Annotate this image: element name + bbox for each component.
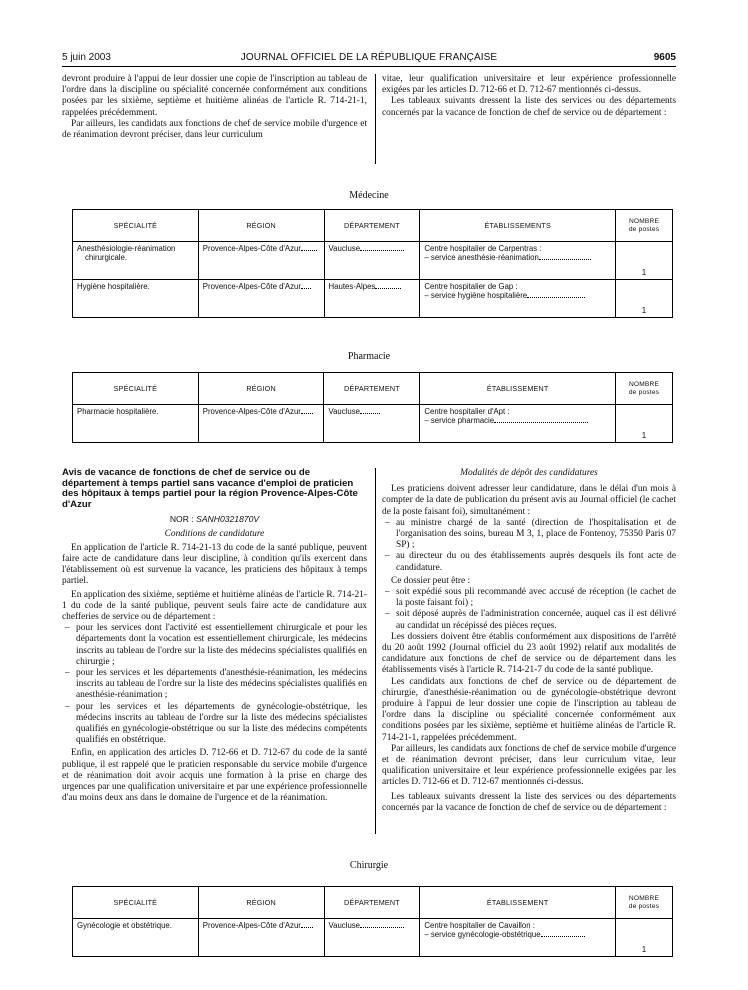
service-text: – service hygiène hospitalière — [424, 291, 528, 300]
paragraph: Les tableaux suivants dressent la liste des services ou des départements concernés par la vacance de fonction de chef de service ou de département : — [382, 96, 676, 118]
paragraph: Les dossiers doivent être établis conformément aux dispositions de l'arrêté du 20 août 1992 (Journal officiel du 23 août 1992) relatif aux modalités de candidature aux fonctions de chef de service ou de département dans les établissements visés à l'article R. 714-21-7 du code de la santé publique. — [382, 631, 676, 676]
table-header-row — [73, 887, 673, 919]
cell-region — [198, 280, 324, 318]
table-chirurgie — [72, 886, 673, 957]
table-row — [73, 405, 673, 443]
cell-nombre: 1 — [616, 405, 673, 443]
cell-specialite — [73, 242, 199, 280]
region-text: Provence-Alpes-Côte d'Azur — [202, 282, 301, 291]
etablissement-text: Centre hospitalier de Cavaillon : — [424, 921, 535, 930]
paragraph: Par ailleurs, les candidats aux fonctions de chef de service mobile d'urgence et de réanimation devront préciser, dans leur curriculum vitae, leur qualification universitaire et leur expérience professionnelle exigées par les articles D. 712-66 et D. 712-67 mentionnés ci-dessus. — [382, 743, 676, 788]
service-text: – service gynécologie-obstétrique — [424, 930, 541, 939]
list-item: – pour les services dont l'activité est essentiellement chirurgicale et pour les départements dont la vocation est essentiellement chirurgicale, les médecins inscrits au tableau de l'ordre sur la liste des médecins spécialistes qualifiés en chirurgie ; — [62, 623, 367, 668]
cell-region — [198, 919, 324, 957]
etablissement-text: Centre hospitalier d'Apt : — [424, 407, 510, 416]
cell-nombre: 1 — [616, 919, 673, 957]
column-divider — [375, 468, 376, 834]
col-header-departement: DÉPARTEMENT — [324, 373, 420, 405]
cell-departement — [324, 919, 420, 957]
departement-text: Hautes-Alpes — [328, 282, 376, 291]
cell-etablissement — [420, 919, 616, 957]
journal-title: JOURNAL OFFICIEL DE LA RÉPUBLIQUE FRANÇAISE — [240, 52, 498, 63]
table-pharmacie — [72, 372, 673, 443]
col-header-etablissement: ÉTABLISSEMENT — [420, 373, 616, 405]
service-text: – service pharmacie — [424, 416, 495, 425]
list-item: – au directeur du ou des établissements auprès desquels ils font acte de candidature. — [382, 551, 676, 573]
table-row — [73, 280, 673, 318]
avis-column — [62, 468, 367, 804]
cell-region — [198, 405, 324, 443]
list-item: – pour les services et les départements d'anesthésie-réanimation, les médecins inscrits au tableau de l'ordre sur la liste des médecins spécialistes qualifiés en anesthésie-réanimation ; — [62, 668, 367, 702]
paragraph: devront produire à l'appui de leur dossier une copie de l'inscription au tableau de l'ordre dans la discipline ou spécialité concernée conformément aux conditions posées par les sixième, septième et huitième alinéas de l'article R. 714-21-1, rappelées précédemment. — [62, 74, 367, 118]
top-right-column — [382, 74, 676, 119]
region-text: Provence-Alpes-Côte d'Azur — [202, 244, 301, 253]
cell-nombre: 1 — [616, 280, 673, 318]
service-text: – service anesthésie-réanimation — [424, 253, 539, 262]
departement-text: Vaucluse — [328, 244, 361, 253]
departement-text: Vaucluse — [328, 407, 360, 416]
subtitle: Conditions de candidature — [164, 528, 265, 539]
cell-specialite: Pharmacie hospitalière. — [73, 405, 199, 443]
col-header-departement: DÉPARTEMENT — [324, 210, 420, 242]
cell-etablissement — [420, 280, 616, 318]
top-left-column — [62, 74, 367, 141]
specialite-text: chirurgicale. — [85, 253, 128, 262]
list-item: – soit déposé auprès de l'administration concernée, auquel cas il est délivré au candidat un récépissé des pièces reçues. — [382, 609, 676, 631]
cell-specialite: Hygiène hospitalière. — [73, 280, 199, 318]
table-row — [73, 242, 673, 280]
column-divider — [375, 74, 376, 164]
avis-heading: Avis de vacance de fonctions de chef de service ou de département à temps partiel sans vacance d'emploi de praticien des hôpitaux à temps partiel pour la région Provence-Alpes-Côte d'Azur — [62, 467, 358, 510]
postes-label: de postes — [628, 225, 660, 233]
cell-etablissement — [420, 405, 616, 443]
etablissement-text: Centre hospitalier de Gap : — [424, 282, 518, 291]
col-header-nombre — [616, 373, 673, 405]
cell-nombre: 1 — [616, 242, 673, 280]
table-header-row — [73, 210, 673, 242]
paragraph: Enfin, en application des articles D. 712-66 et D. 712-67 du code de la santé publique, il est rappelé que le praticien responsable du service mobile d'urgence et de réanimation doit avoir acquis une formation à la prise en charge des urgences par une qualification universitaire et par une expérience professionnelle d'au moins deux ans dans le domaine de l'urgence et de la réanimation. — [62, 748, 367, 804]
cell-region — [198, 242, 324, 280]
col-header-region: RÉGION — [198, 210, 324, 242]
bullet-list — [62, 623, 367, 746]
bullet-list — [382, 518, 676, 574]
departement-text: Vaucluse — [328, 921, 361, 930]
paragraph: En application des sixième, septième et huitième alinéas de l'article R. 714-21-1 du code de la santé publique, peuvent seuls faire acte de candidature aux chefferies de service ou de département : — [62, 589, 367, 622]
nombre-label: NOMBRE — [628, 895, 660, 903]
cell-etablissement — [420, 242, 616, 280]
col-header-region: RÉGION — [198, 373, 324, 405]
page-number: 9605 — [653, 52, 676, 63]
col-header-specialite: SPÉCIALITÉ — [73, 210, 199, 242]
col-header-etablissements: ÉTABLISSEMENTS — [420, 210, 616, 242]
bullet-list — [382, 587, 676, 632]
paragraph: Par ailleurs, les candidats aux fonctions de chef de service mobile d'urgence et de réanimation devront préciser, dans leur curriculum — [62, 118, 367, 141]
section-title-pharmacie: Pharmacie — [347, 351, 391, 362]
nor-label: NOR : — [169, 514, 194, 525]
nombre-label: NOMBRE — [628, 381, 660, 389]
list-item: – pour les services et les départements de gynécologie-obstétrique, les médecins inscrits au tableau de l'ordre sur la liste des médecins spécialistes qualifiés en gynécologie-obstétrique ou sur la liste des médecins compétents qualifiés en obstétrique. — [62, 702, 367, 747]
col-header-specialite: SPÉCIALITÉ — [73, 887, 199, 919]
paragraph: En application de l'article R. 714-21-13 du code de la santé publique, peuvent faire acte de candidature dans leur discipline, à condition qu'ils exercent dans l'établissement où est survenue la vacance, les praticiens des hôpitaux à temps partiel. — [62, 542, 367, 587]
region-text: Provence-Alpes-Côte d'Azur — [202, 407, 301, 416]
header-date: 5 juin 2003 — [62, 52, 111, 63]
table-row — [73, 919, 673, 957]
postes-label: de postes — [628, 902, 660, 910]
nor-reference — [62, 514, 367, 525]
paragraph: Les candidats aux fonctions de chef de service ou de département de chirurgie, d'anesthésie-réanimation ou de gynécologie-obstétrique devront produire à l'appui de leur dossier une copie de l'inscription au tableau de l'ordre dans la discipline ou spécialité concernée conformément aux conditions posées par les sixième, septième et huitième alinéas de l'article R. 714-21-1, rappelées précédemment. — [382, 676, 676, 743]
cell-specialite: Gynécologie et obstétrique. — [73, 919, 199, 957]
paragraph: Les tableaux suivants dressent la liste des services ou des départements concernés par la vacance de fonction de chef de service ou de département : — [382, 791, 676, 813]
cell-departement — [324, 405, 420, 443]
header-rule — [62, 66, 676, 67]
table-medecine — [72, 209, 673, 318]
col-header-etablissement: ÉTABLISSEMENT — [420, 887, 616, 919]
table-header-row — [73, 373, 673, 405]
col-header-region: RÉGION — [198, 887, 324, 919]
list-item: – au ministre chargé de la santé (direction de l'hospitalisation et de l'organisation des soins, bureau M 3, 1, place de Fontenoy, 75350 Paris 07 SP) ; — [382, 518, 676, 552]
paragraph: Ce dossier peut être : — [391, 575, 471, 586]
paragraph: vitae, leur qualification universitaire et leur expérience professionnelle exigées par les articles D. 712-66 et D. 712-67 mentionnés ci-dessus. — [382, 74, 676, 96]
cell-departement — [324, 280, 420, 318]
region-text: Provence-Alpes-Côte d'Azur — [202, 921, 301, 930]
col-header-specialite: SPÉCIALITÉ — [73, 373, 199, 405]
cell-departement — [324, 242, 420, 280]
col-header-nombre — [616, 887, 673, 919]
etablissement-text: Centre hospitalier de Carpentras : — [424, 244, 542, 253]
col-header-nombre — [616, 210, 673, 242]
list-item: – soit expédié sous pli recommandé avec accusé de réception (le cachet de la poste faisant foi) ; — [382, 587, 676, 609]
modalites-column — [382, 468, 676, 814]
section-title-medecine: Médecine — [349, 190, 389, 201]
section-title-chirurgie: Chirurgie — [349, 860, 389, 871]
postes-label: de postes — [628, 388, 660, 396]
specialite-text: Anesthésiologie-réanimation — [77, 244, 176, 253]
nor-value: SANH0321870V — [196, 514, 260, 525]
paragraph: Les praticiens doivent adresser leur candidature, dans le délai d'un mois à compter de la date de publication du présent avis au Journal officiel (le cachet de la poste faisant foi), simultanément : — [382, 484, 676, 517]
col-header-departement: DÉPARTEMENT — [324, 887, 420, 919]
modalites-title: Modalités de dépôt des candidatures — [460, 468, 598, 478]
nombre-label: NOMBRE — [628, 218, 660, 226]
